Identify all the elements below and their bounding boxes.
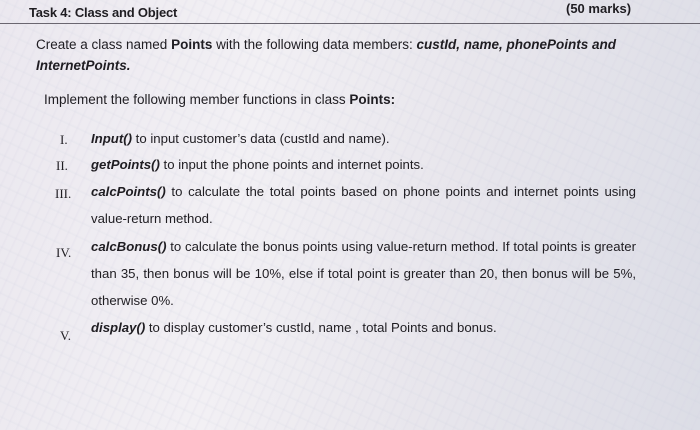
header-divider	[0, 23, 700, 24]
data-members: custId, name, phonePoints and InternetPoints.	[36, 37, 616, 73]
task-description	[36, 34, 656, 76]
function-description: to calculate the bonus points using value-return method. If total points is greater than 35, then bonus will be 10%, else if total point is greater than 20, then bonus will be 5%, otherwise 0%.	[91, 239, 636, 308]
item-text	[91, 125, 636, 152]
function-description: to input customer’s data (custId and name).	[132, 131, 390, 146]
item-number: IV.	[56, 245, 72, 260]
item-text	[91, 233, 636, 314]
function-name: display()	[91, 320, 146, 335]
marks-label: (50 marks)	[566, 1, 632, 16]
function-name: Input()	[91, 131, 133, 146]
function-name: getPoints()	[91, 157, 160, 172]
class-name: Points	[171, 37, 213, 52]
item-number: V.	[60, 328, 71, 343]
implement-class: Points:	[349, 92, 396, 107]
function-description: to input the phone points and internet points.	[159, 157, 424, 172]
intro-middle: with the following data members:	[212, 37, 417, 52]
function-name: calcPoints()	[91, 184, 166, 199]
function-description: to display customer’s custId, name , total Points and bonus.	[145, 320, 497, 335]
item-number: III.	[55, 186, 72, 201]
item-text	[91, 314, 636, 341]
intro-lead: Create a class named	[36, 37, 172, 52]
function-name: calcBonus()	[91, 239, 167, 254]
item-number: I.	[60, 132, 68, 147]
item-text	[91, 178, 636, 232]
function-description: to calculate the total points based on phone points and internet points using value-return method.	[91, 184, 636, 226]
implement-instruction	[44, 92, 395, 107]
item-number: II.	[56, 158, 68, 173]
task-title: Task 4: Class and Object	[29, 5, 178, 20]
implement-lead: Implement the following member functions in class	[44, 92, 350, 107]
item-text	[91, 151, 636, 178]
